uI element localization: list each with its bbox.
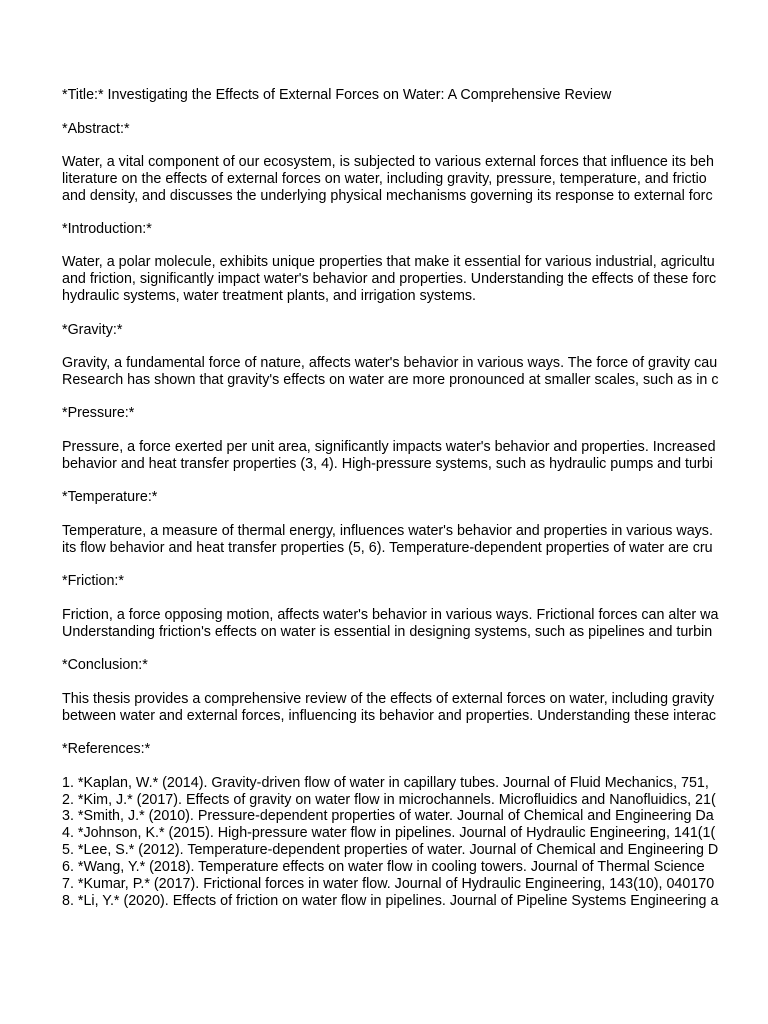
abstract-line: and density, and discusses the underlying physical mechanisms governing its response to external forc: [62, 188, 713, 204]
document-title: *Title:* Investigating the Effects of External Forces on Water: A Comprehensive Review: [62, 87, 612, 103]
abstract-line: literature on the effects of external forces on water, including gravity, pressure, temperature, and frictio: [62, 171, 707, 187]
pressure-line: Pressure, a force exerted per unit area, significantly impacts water's behavior and properties. Increased: [62, 439, 716, 455]
friction-line: Understanding friction's effects on water is essential in designing systems, such as pipelines and turbin: [62, 624, 713, 640]
introduction-line: hydraulic systems, water treatment plants, and irrigation systems.: [62, 288, 476, 304]
conclusion-heading: *Conclusion:*: [62, 657, 148, 673]
introduction-line: and friction, significantly impact water's behavior and properties. Understanding the effects of these forc: [62, 271, 717, 287]
reference-item: 3. *Smith, J.* (2010). Pressure-dependent properties of water. Journal of Chemical and Engineering Da: [62, 808, 714, 824]
friction-line: Friction, a force opposing motion, affects water's behavior in various ways. Frictional forces can alter wa: [62, 607, 719, 623]
pressure-line: behavior and heat transfer properties (3, 4). High-pressure systems, such as hydraulic pumps and turbi: [62, 456, 713, 472]
conclusion-line: This thesis provides a comprehensive review of the effects of external forces on water, including gravity: [62, 691, 715, 707]
reference-item: 1. *Kaplan, W.* (2014). Gravity-driven flow of water in capillary tubes. Journal of Fluid Mechanics, 751,: [62, 775, 709, 791]
temperature-line: its flow behavior and heat transfer properties (5, 6). Temperature-dependent properties of water are cru: [62, 540, 713, 556]
temperature-line: Temperature, a measure of thermal energy, influences water's behavior and properties in various ways.: [62, 523, 713, 539]
temperature-heading: *Temperature:*: [62, 489, 158, 505]
reference-item: 8. *Li, Y.* (2020). Effects of friction on water flow in pipelines. Journal of Pipeline Systems Engineering a: [62, 893, 719, 909]
reference-item: 7. *Kumar, P.* (2017). Frictional forces in water flow. Journal of Hydraulic Engineering, 143(10), 040170: [62, 876, 715, 892]
reference-item: 6. *Wang, Y.* (2018). Temperature effects on water flow in cooling towers. Journal of Thermal Science: [62, 859, 705, 875]
gravity-heading: *Gravity:*: [62, 322, 123, 338]
abstract-heading: *Abstract:*: [62, 121, 130, 137]
reference-item: 2. *Kim, J.* (2017). Effects of gravity on water flow in microchannels. Microfluidics and Nanofluidics, 21(: [62, 792, 716, 808]
introduction-heading: *Introduction:*: [62, 221, 152, 237]
reference-item: 4. *Johnson, K.* (2015). High-pressure water flow in pipelines. Journal of Hydraulic Engineering, 141(1(: [62, 825, 716, 841]
gravity-line: Research has shown that gravity's effects on water are more pronounced at smaller scales, such as in c: [62, 372, 719, 388]
introduction-line: Water, a polar molecule, exhibits unique properties that make it essential for various industrial, agricultu: [62, 254, 715, 270]
references-heading: *References:*: [62, 741, 151, 757]
conclusion-line: between water and external forces, influencing its behavior and properties. Understanding these interac: [62, 708, 717, 724]
abstract-line: Water, a vital component of our ecosystem, is subjected to various external forces that influence its beh: [62, 154, 714, 170]
friction-heading: *Friction:*: [62, 573, 124, 589]
pressure-heading: *Pressure:*: [62, 405, 135, 421]
reference-item: 5. *Lee, S.* (2012). Temperature-dependent properties of water. Journal of Chemical and Engineering D: [62, 842, 719, 858]
gravity-line: Gravity, a fundamental force of nature, affects water's behavior in various ways. The force of gravity cau: [62, 355, 718, 371]
